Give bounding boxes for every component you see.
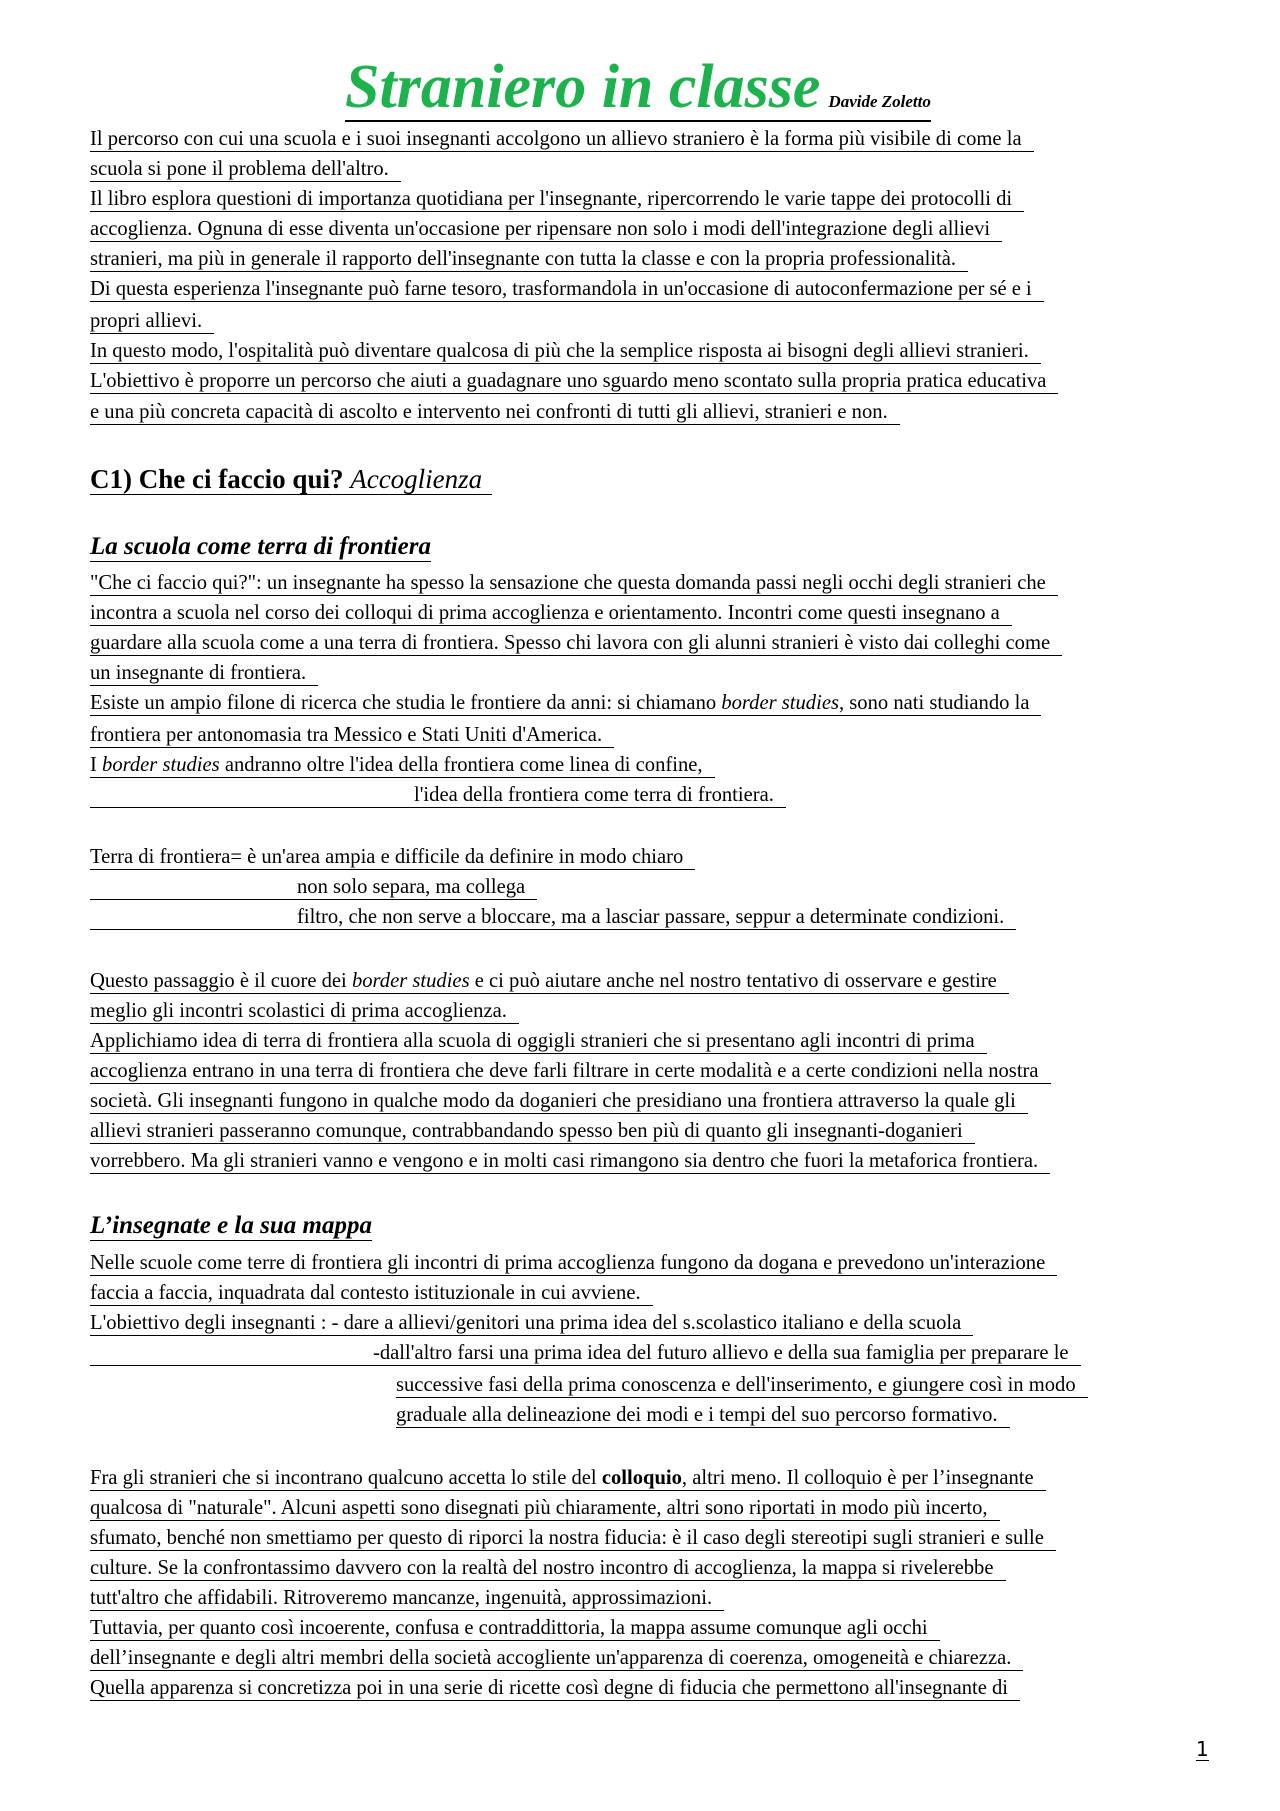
goal-line: L'obiettivo degli insegnanti : - dare a allievi/genitori una prima idea del s.scolastico italiano e della scuola <box>90 1311 973 1335</box>
paragraph-line: Questo passaggio è il cuore dei border studies e ci può aiutare anche nel nostro tentativo di osservare e gestire <box>90 969 1009 993</box>
paragraph-line: Fra gli stranieri che si incontrano qualcuno accetta lo stile del colloquio, altri meno. Il colloquio è per l’insegnante <box>90 1466 1046 1490</box>
paragraph-line: tutt'altro che affidabili. Ritroveremo mancanze, ingenuità, approssimazioni. <box>90 1586 724 1610</box>
chapter-heading: C1) Che ci faccio qui? Accoglienza <box>90 464 492 495</box>
paragraph-line: Esiste un ampio filone di ricerca che studia le frontiere da anni: si chiamano border studies, sono nati studiando la <box>90 691 1041 715</box>
definition-line: non solo separa, ma collega <box>90 875 537 899</box>
paragraph-line: meglio gli incontri scolastici di prima accoglienza. <box>90 999 519 1023</box>
paragraph-line: accoglienza entrano in una terra di frontiera che deve farli filtrare in certe modalità e a certe condizioni nella nostra <box>90 1059 1051 1083</box>
document-title: Straniero in classe <box>345 53 821 121</box>
author-name: Davide Zoletto <box>828 92 931 111</box>
section-heading: L’insegnate e la sua mappa <box>90 1212 372 1239</box>
paragraph-line: faccia a faccia, inquadrata dal contesto istituzionale in cui avviene. <box>90 1281 653 1305</box>
paragraph-line: società. Gli insegnanti fungono in qualche modo da doganieri che presidiano una frontiera attraverso la quale gli <box>90 1089 1028 1113</box>
paragraph-line: un insegnante di frontiera. <box>90 661 318 685</box>
goal-line: successive fasi della prima conoscenza e dell'inserimento, e giungere così in modo <box>396 1373 1088 1397</box>
paragraph-line: Tuttavia, per quanto così incoerente, confusa e contraddittoria, la mappa assume comunque agli occhi <box>90 1616 940 1640</box>
paragraph-line: sfumato, benché non smettiamo per questo di riporci la nostra fiducia: è il caso degli stereotipi sugli stranieri e sulle <box>90 1526 1056 1550</box>
intro-line: stranieri, ma più in generale il rapporto dell'insegnante con tutta la classe e con la propria professionalità. <box>90 247 968 271</box>
paragraph-line: "Che ci faccio qui?": un insegnante ha spesso la sensazione che questa domanda passi negli occhi degli stranieri che <box>90 571 1058 595</box>
paragraph-line: Nelle scuole come terre di frontiera gli incontri di prima accoglienza fungono da dogana e prevedono un'interazione <box>90 1251 1057 1275</box>
paragraph-line: I border studies andranno oltre l'idea della frontiera come linea di confine, <box>90 753 715 777</box>
paragraph-line: allievi stranieri passeranno comunque, contrabbandando spesso ben più di quanto gli insegnanti-doganieri <box>90 1119 975 1143</box>
goal-line: graduale alla delineazione dei modi e i tempi del suo percorso formativo. <box>396 1403 1010 1427</box>
paragraph-line: l'idea della frontiera come terra di frontiera. <box>90 783 786 807</box>
intro-line: scuola si pone il problema dell'altro. <box>90 157 401 181</box>
title-block <box>345 53 931 122</box>
intro-line: accoglienza. Ognuna di esse diventa un'occasione per ripensare non solo i modi dell'integrazione degli allievi <box>90 217 1002 241</box>
intro-line: e una più concreta capacità di ascolto e intervento nei confronti di tutti gli allievi, stranieri e non. <box>90 400 900 424</box>
intro-line: In questo modo, l'ospitalità può diventare qualcosa di più che la semplice risposta ai bisogni degli allievi stranieri. <box>90 339 1041 363</box>
intro-line: Il libro esplora questioni di importanza quotidiana per l'insegnante, ripercorrendo le varie tappe dei protocolli di <box>90 187 1024 211</box>
paragraph-line: dell’insegnante e degli altri membri della società accogliente un'apparenza di coerenza, omogeneità e chiarezza. <box>90 1646 1023 1670</box>
intro-line: Di questa esperienza l'insegnante può farne tesoro, trasformandola in un'occasione di autoconfermazione per sé e i <box>90 277 1044 301</box>
paragraph-line: Applichiamo idea di terra di frontiera alla scuola di oggigli stranieri che si presentano agli incontri di prima <box>90 1029 987 1053</box>
intro-line: Il percorso con cui una scuola e i suoi insegnanti accolgono un allievo straniero è la forma più visibile di come la <box>90 127 1034 151</box>
definition-line: Terra di frontiera= è un'area ampia e difficile da definire in modo chiaro <box>90 845 695 869</box>
paragraph-line: frontiera per antonomasia tra Messico e Stati Uniti d'America. <box>90 723 614 747</box>
goal-line: -dall'altro farsi una prima idea del futuro allievo e della sua famiglia per preparare le <box>90 1341 1081 1365</box>
paragraph-line: culture. Se la confrontassimo davvero con la realtà del nostro incontro di accoglienza, la mappa si rivelerebbe <box>90 1556 1006 1580</box>
intro-line: propri allievi. <box>90 309 214 333</box>
paragraph-line: Quella apparenza si concretizza poi in una serie di ricette così degne di fiducia che permettono all'insegnante di <box>90 1676 1020 1700</box>
definition-line: filtro, che non serve a bloccare, ma a lasciar passare, seppur a determinate condizioni. <box>90 905 1016 929</box>
paragraph-line: vorrebbero. Ma gli stranieri vanno e vengono e in molti casi rimangono sia dentro che fuori la metaforica frontiera. <box>90 1149 1050 1173</box>
paragraph-line: guardare alla scuola come a una terra di frontiera. Spesso chi lavora con gli alunni stranieri è visto dai colleghi come <box>90 631 1062 655</box>
page-number: 1 <box>1196 1737 1209 1761</box>
section-heading: La scuola come terra di frontiera <box>90 533 431 560</box>
paragraph-line: qualcosa di "naturale". Alcuni aspetti sono disegnati più chiaramente, altri sono riportati in modo più incerto, <box>90 1496 1000 1520</box>
paragraph-line: incontra a scuola nel corso dei colloqui di prima accoglienza e orientamento. Incontri come questi insegnano a <box>90 601 1012 625</box>
intro-line: L'obiettivo è proporre un percorso che aiuti a guadagnare uno sguardo meno scontato sulla propria pratica educativa <box>90 369 1058 393</box>
